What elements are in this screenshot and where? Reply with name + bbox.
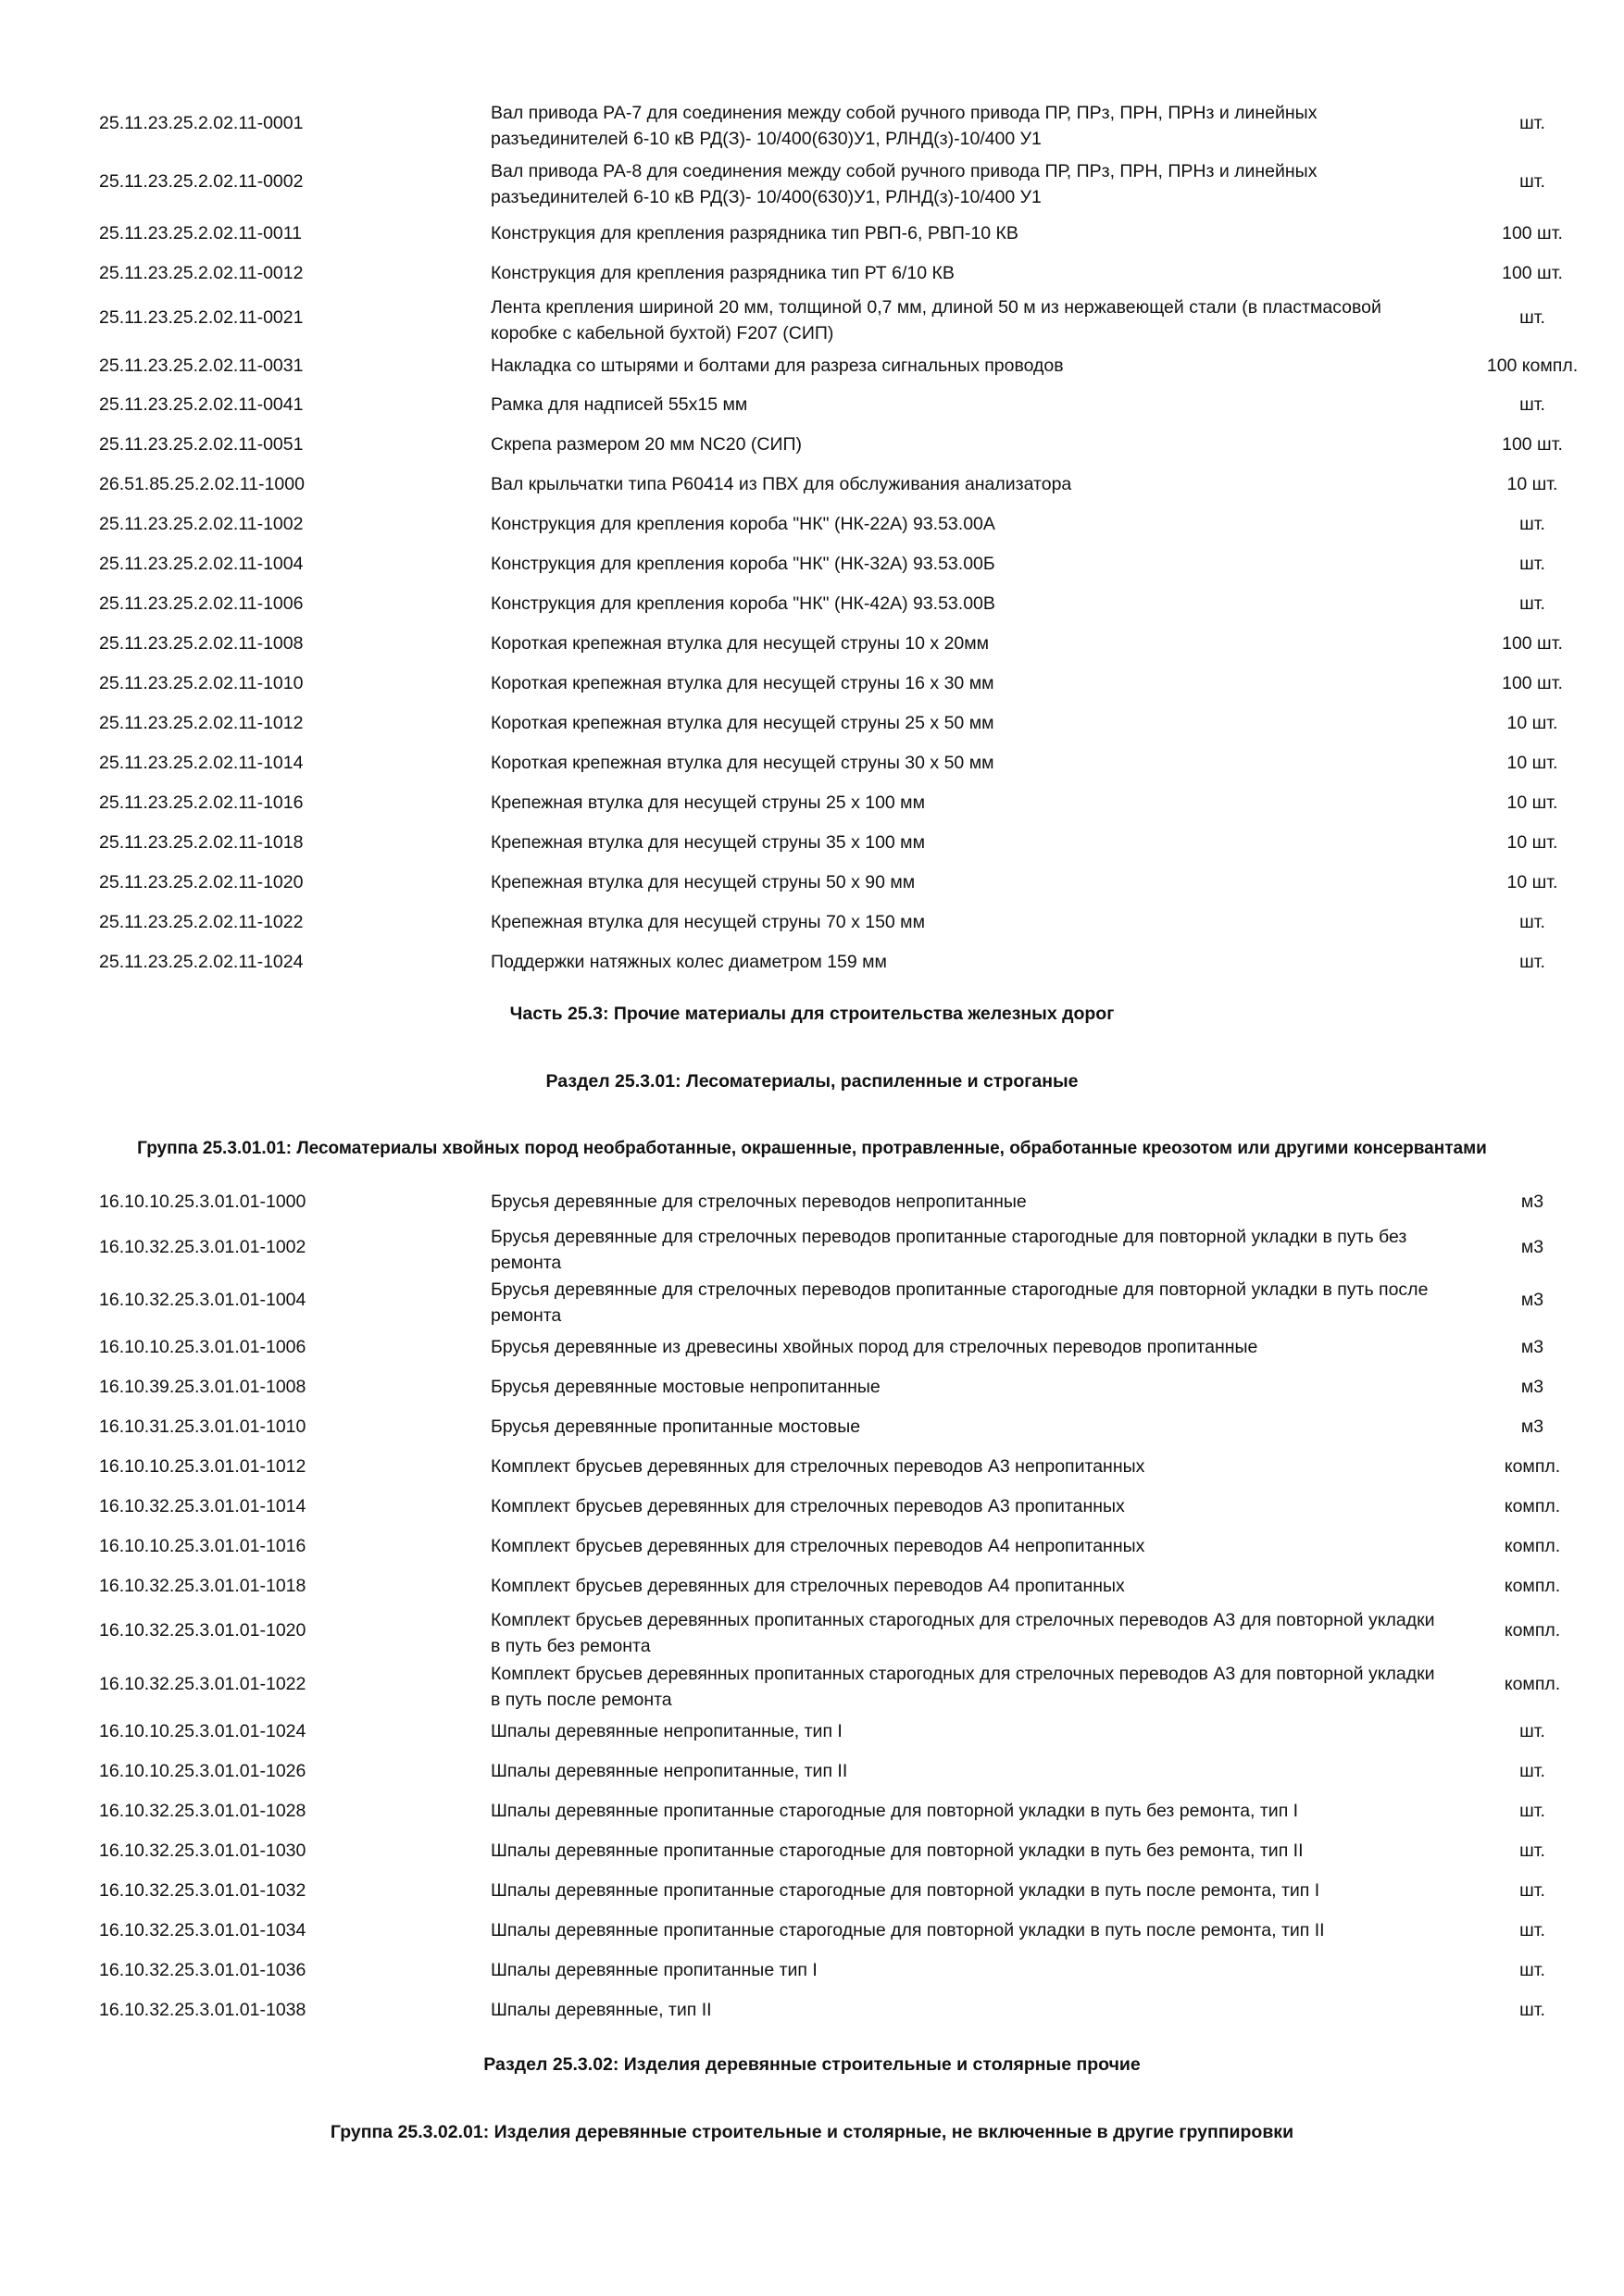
row-name: Конструкция для крепления короба "НК" (НК-32А) 93.53.00Б xyxy=(491,554,995,574)
row-unit: м3 xyxy=(1520,1377,1544,1397)
row-code: 16.10.32.25.3.01.01-1034 xyxy=(99,1920,306,1940)
row-unit: компл. xyxy=(1504,1576,1561,1596)
row-code: 25.11.23.25.2.02.11-1010 xyxy=(99,673,304,693)
row-unit: 10 шт. xyxy=(1506,753,1558,773)
row-name: Брусья деревянные из древесины хвойных пород для стрелочных переводов пропитанные xyxy=(491,1337,1258,1357)
row-code: 16.10.10.25.3.01.01-1016 xyxy=(99,1536,306,1556)
row-code: 16.10.32.25.3.01.01-1020 xyxy=(99,1620,306,1641)
row-unit: шт. xyxy=(1519,394,1545,415)
row-name: Комплект брусьев деревянных для стрелочных переводов А4 пропитанных xyxy=(491,1576,1125,1596)
row-code: 25.11.23.25.2.02.11-1022 xyxy=(99,912,304,932)
row-name: Комплект брусьев деревянных пропитанных старогодных для стрелочных переводов А3 для повторной укладки в путь после ремонта xyxy=(491,1664,1435,1710)
group-heading: Группа 25.3.01.01: Лесоматериалы хвойных пород необработанные, окрашенные, протравленные, обработанные креозотом или другими консервантами xyxy=(137,1139,1487,1158)
section-heading: Раздел 25.3.02: Изделия деревянные строительные и столярные прочие xyxy=(483,2054,1141,2075)
row-unit: компл. xyxy=(1504,1496,1561,1516)
row-unit: шт. xyxy=(1519,1880,1545,1901)
row-code: 25.11.23.25.2.02.11-0001 xyxy=(99,113,304,133)
table-row xyxy=(0,1224,1624,1276)
row-name: Крепежная втулка для несущей струны 70 х 150 мм xyxy=(491,912,925,932)
row-name: Брусья деревянные мостовые непропитанные xyxy=(491,1377,881,1397)
table-row xyxy=(0,1661,1624,1713)
row-unit: шт. xyxy=(1519,171,1545,192)
row-code: 16.10.32.25.3.01.01-1014 xyxy=(99,1496,306,1516)
row-name: Конструкция для крепления короба "НК" (НК-22А) 93.53.00А xyxy=(491,514,995,534)
row-unit: 100 шт. xyxy=(1502,633,1563,654)
row-code: 25.11.23.25.2.02.11-0012 xyxy=(99,263,304,283)
row-name: Вал крыльчатки типа Р60414 из ПВХ для обслуживания анализатора xyxy=(491,474,1072,494)
group-heading: Группа 25.3.02.01: Изделия деревянные строительные и столярные, не включенные в другие группировки xyxy=(330,2122,1294,2142)
row-unit: м3 xyxy=(1520,1290,1544,1310)
row-code: 25.11.23.25.2.02.11-1012 xyxy=(99,713,304,733)
row-code: 25.11.23.25.2.02.11-1018 xyxy=(99,832,304,853)
row-code: 16.10.39.25.3.01.01-1008 xyxy=(99,1377,306,1397)
row-code: 25.11.23.25.2.02.11-0002 xyxy=(99,171,304,192)
row-code: 26.51.85.25.2.02.11-1000 xyxy=(99,474,305,494)
row-name: Короткая крепежная втулка для несущей струны 10 х 20мм xyxy=(491,633,990,654)
row-unit: 10 шт. xyxy=(1506,474,1558,494)
row-name: Крепежная втулка для несущей струны 50 х 90 мм xyxy=(491,872,916,892)
row-name: Короткая крепежная втулка для несущей струны 16 х 30 мм xyxy=(491,673,994,693)
row-code: 16.10.32.25.3.01.01-1032 xyxy=(99,1880,306,1901)
row-name: Шпалы деревянные пропитанные старогодные для повторной укладки в путь после ремонта, тип II xyxy=(491,1920,1325,1940)
row-name: Брусья деревянные для стрелочных переводов пропитанные старогодные для повторной укладки в путь без ремонта xyxy=(491,1227,1407,1273)
row-code: 16.10.32.25.3.01.01-1036 xyxy=(99,1960,306,1980)
row-name: Брусья деревянные для стрелочных переводов пропитанные старогодные для повторной укладки в путь после ремонта xyxy=(491,1279,1429,1326)
row-unit: шт. xyxy=(1519,912,1545,932)
row-unit: компл. xyxy=(1504,1674,1561,1694)
row-code: 16.10.32.25.3.01.01-1028 xyxy=(99,1801,306,1821)
row-name: Конструкция для крепления разрядника тип РТ 6/10 КВ xyxy=(491,263,955,283)
row-code: 25.11.23.25.2.02.11-1014 xyxy=(99,753,304,773)
row-code: 16.10.10.25.3.01.01-1026 xyxy=(99,1761,306,1781)
row-name: Накладка со штырями и болтами для разреза сигнальных проводов xyxy=(491,356,1064,376)
row-unit: шт. xyxy=(1519,1761,1545,1781)
row-code: 16.10.10.25.3.01.01-1006 xyxy=(99,1337,306,1357)
row-code: 25.11.23.25.2.02.11-1004 xyxy=(99,554,304,574)
row-name: Шпалы деревянные пропитанные старогодные для повторной укладки в путь без ремонта, тип I xyxy=(491,1801,1299,1821)
row-unit: 100 шт. xyxy=(1502,673,1563,693)
row-code: 25.11.23.25.2.02.11-1016 xyxy=(99,792,304,813)
row-name: Крепежная втулка для несущей струны 25 х 100 мм xyxy=(491,792,925,813)
row-unit: 10 шт. xyxy=(1506,713,1558,733)
part-heading: Часть 25.3: Прочие материалы для строительства железных дорог xyxy=(509,1004,1115,1024)
row-name: Поддержки натяжных колес диаметром 159 мм xyxy=(491,952,887,972)
row-unit: шт. xyxy=(1519,113,1545,133)
row-name: Шпалы деревянные непропитанные, тип I xyxy=(491,1721,843,1741)
row-code: 25.11.23.25.2.02.11-1008 xyxy=(99,633,304,654)
row-code: 16.10.10.25.3.01.01-1000 xyxy=(99,1192,306,1212)
row-unit: шт. xyxy=(1519,593,1545,614)
row-unit: компл. xyxy=(1504,1620,1561,1641)
row-unit: 10 шт. xyxy=(1506,872,1558,892)
row-unit: шт. xyxy=(1519,952,1545,972)
row-name: Комплект брусьев деревянных пропитанных старогодных для стрелочных переводов А3 для повторной укладки в путь без ремонта xyxy=(491,1610,1435,1656)
row-unit: м3 xyxy=(1520,1237,1544,1257)
row-unit: шт. xyxy=(1519,1960,1545,1980)
row-unit: м3 xyxy=(1520,1192,1544,1212)
row-code: 25.11.23.25.2.02.11-1002 xyxy=(99,514,304,534)
row-name: Комплект брусьев деревянных для стрелочных переводов А3 непропитанных xyxy=(491,1456,1145,1477)
row-name: Шпалы деревянные непропитанные, тип II xyxy=(491,1761,848,1781)
row-name: Комплект брусьев деревянных для стрелочных переводов А3 пропитанных xyxy=(491,1496,1125,1516)
table-row xyxy=(0,158,1624,210)
row-code: 16.10.32.25.3.01.01-1004 xyxy=(99,1290,306,1310)
row-code: 25.11.23.25.2.02.11-0031 xyxy=(99,356,304,376)
row-name: Конструкция для крепления разрядника тип РВП-6, РВП-10 КВ xyxy=(491,223,1018,243)
row-unit: шт. xyxy=(1519,1841,1545,1861)
row-name: Брусья деревянные пропитанные мостовые xyxy=(491,1416,861,1437)
row-code: 16.10.10.25.3.01.01-1024 xyxy=(99,1721,306,1741)
row-code: 16.10.32.25.3.01.01-1022 xyxy=(99,1674,306,1694)
row-name: Шпалы деревянные пропитанные старогодные для повторной укладки в путь без ремонта, тип II xyxy=(491,1841,1304,1861)
row-unit: 100 шт. xyxy=(1502,223,1563,243)
row-name: Короткая крепежная втулка для несущей струны 25 х 50 мм xyxy=(491,713,994,733)
row-unit: м3 xyxy=(1520,1337,1544,1357)
row-name: Конструкция для крепления короба "НК" (НК-42А) 93.53.00В xyxy=(491,593,995,614)
table-row xyxy=(0,1277,1624,1329)
table-row xyxy=(0,1607,1624,1659)
row-name: Вал привода РА-8 для соединения между собой ручного привода ПР, ПРз, ПРН, ПРНз и линейных разъединителей 6-10 кВ РД(З)- 10/400(630)У1, РЛНД(з)-10/400 У1 xyxy=(491,161,1318,207)
table-row xyxy=(0,294,1624,346)
row-code: 25.11.23.25.2.02.11-0021 xyxy=(99,307,304,328)
row-name: Шпалы деревянные пропитанные тип I xyxy=(491,1960,818,1980)
row-name: Короткая крепежная втулка для несущей струны 30 х 50 мм xyxy=(491,753,994,773)
row-unit: шт. xyxy=(1519,554,1545,574)
row-code: 16.10.32.25.3.01.01-1038 xyxy=(99,2000,306,2020)
row-code: 25.11.23.25.2.02.11-0051 xyxy=(99,434,304,455)
row-name: Брусья деревянные для стрелочных переводов непропитанные xyxy=(491,1192,1027,1212)
row-name: Вал привода РА-7 для соединения между собой ручного привода ПР, ПРз, ПРН, ПРНз и линейных разъединителей 6-10 кВ РД(З)- 10/400(630)У1, РЛНД(з)-10/400 У1 xyxy=(491,103,1318,149)
row-unit: компл. xyxy=(1504,1536,1561,1556)
row-code: 16.10.32.25.3.01.01-1030 xyxy=(99,1841,306,1861)
row-unit: шт. xyxy=(1519,1801,1545,1821)
row-unit: 10 шт. xyxy=(1506,832,1558,853)
row-code: 25.11.23.25.2.02.11-0041 xyxy=(99,394,304,415)
row-name: Рамка для надписей 55х15 мм xyxy=(491,394,748,415)
row-unit: шт. xyxy=(1519,1920,1545,1940)
row-name: Лента крепления шириной 20 мм, толщиной 0,7 мм, длиной 50 м из нержавеющей стали (в пластмасовой коробке с кабельной бухтой) F207 (СИП) xyxy=(491,297,1381,343)
row-code: 16.10.31.25.3.01.01-1010 xyxy=(99,1416,306,1437)
row-unit: 10 шт. xyxy=(1506,792,1558,813)
row-unit: 100 компл. xyxy=(1486,356,1579,376)
row-unit: компл. xyxy=(1504,1456,1561,1477)
row-code: 25.11.23.25.2.02.11-1024 xyxy=(99,952,304,972)
row-code: 16.10.32.25.3.01.01-1018 xyxy=(99,1576,306,1596)
row-code: 16.10.32.25.3.01.01-1002 xyxy=(99,1237,306,1257)
row-name: Крепежная втулка для несущей струны 35 х 100 мм xyxy=(491,832,925,853)
row-unit: 100 шт. xyxy=(1502,263,1563,283)
table-row xyxy=(0,100,1624,152)
row-name: Шпалы деревянные пропитанные старогодные для повторной укладки в путь после ремонта, тип I xyxy=(491,1880,1320,1901)
row-unit: шт. xyxy=(1519,514,1545,534)
row-unit: м3 xyxy=(1520,1416,1544,1437)
row-unit: шт. xyxy=(1519,2000,1545,2020)
row-code: 16.10.10.25.3.01.01-1012 xyxy=(99,1456,306,1477)
row-name: Скрепа размером 20 мм NC20 (СИП) xyxy=(491,434,803,455)
row-unit: шт. xyxy=(1519,307,1545,328)
row-code: 25.11.23.25.2.02.11-1020 xyxy=(99,872,304,892)
row-name: Шпалы деревянные, тип II xyxy=(491,2000,712,2020)
row-unit: шт. xyxy=(1519,1721,1545,1741)
row-name: Комплект брусьев деревянных для стрелочных переводов А4 непропитанных xyxy=(491,1536,1145,1556)
row-unit: 100 шт. xyxy=(1502,434,1563,455)
section-heading: Раздел 25.3.01: Лесоматериалы, распиленные и строганые xyxy=(545,1071,1079,1092)
row-code: 25.11.23.25.2.02.11-1006 xyxy=(99,593,304,614)
row-code: 25.11.23.25.2.02.11-0011 xyxy=(99,223,303,243)
